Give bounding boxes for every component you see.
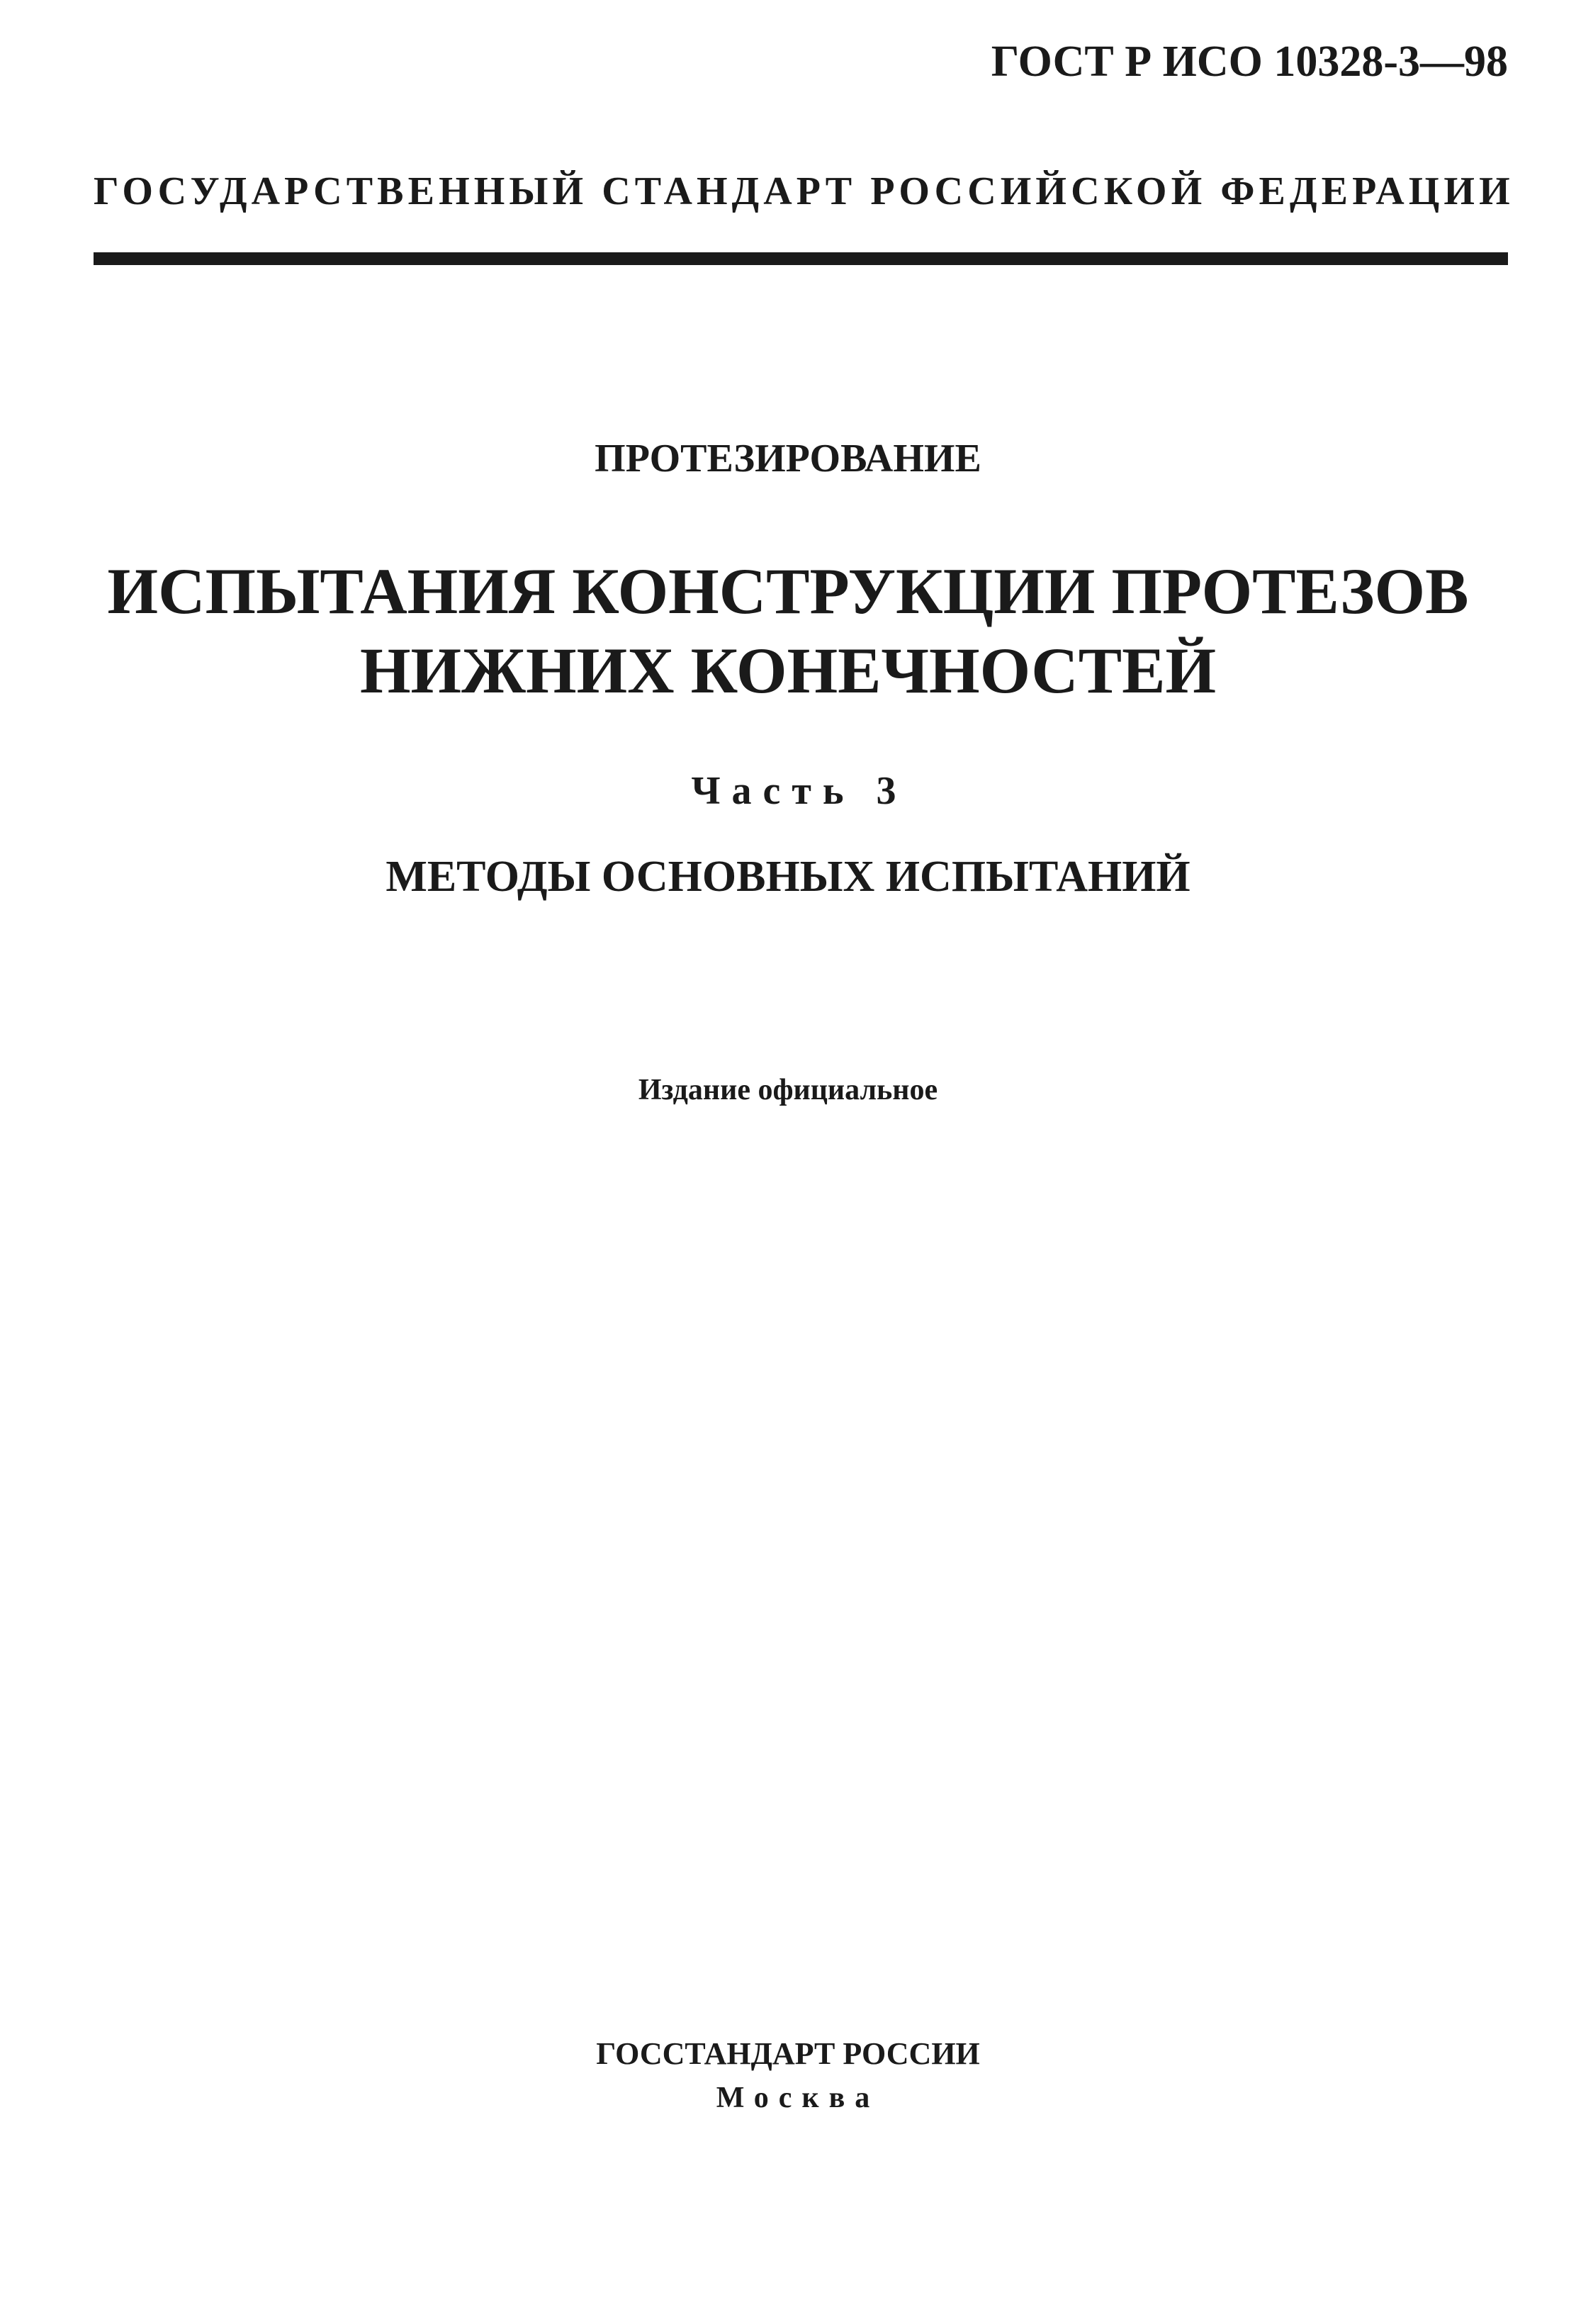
publication-city: Москва [716, 2082, 880, 2114]
publisher: ГОССТАНДАРТ РОССИИ [596, 2036, 980, 2071]
subject-heading: ПРОТЕЗИРОВАНИЕ [595, 437, 981, 481]
document-code: ГОСТ Р ИСО 10328-3—98 [991, 38, 1508, 86]
state-standard-heading: ГОСУДАРСТВЕННЫЙ СТАНДАРТ РОССИЙСКОЙ ФЕДЕРАЦИИ [94, 169, 1514, 213]
title-line: НИЖНИХ КОНЕЧНОСТЕЙ [359, 634, 1217, 707]
header-rule [94, 252, 1508, 265]
edition-note: Издание официальное [638, 1074, 938, 1106]
title-line: ИСПЫТАНИЯ КОНСТРУКЦИИ ПРОТЕЗОВ [107, 555, 1469, 627]
part-number: Часть 3 [691, 769, 908, 813]
part-name: МЕТОДЫ ОСНОВНЫХ ИСПЫТАНИЙ [385, 853, 1191, 901]
document-title [0, 551, 1576, 710]
